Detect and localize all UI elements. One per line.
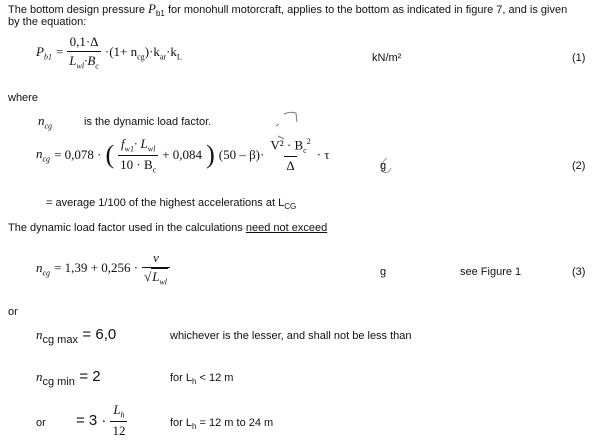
ncg-min-expression: [36, 368, 101, 389]
pb1-subscript: b1: [155, 9, 165, 19]
last-fraction: [110, 402, 127, 439]
eq2-frac2-numerator: $V^2 \cdot B_c^2$: [270, 136, 311, 155]
where-label: where: [8, 92, 38, 104]
ncg-min-symbol: n: [36, 369, 43, 384]
last-coefficient: = 3 ·: [76, 411, 107, 429]
ncg-max-condition: whichever is the lesser, and shall not be less than: [170, 330, 412, 342]
eq1-unit: kN/m²: [372, 52, 402, 64]
intro-text-a: The bottom design pressure: [8, 4, 149, 16]
ncg-min-subscript: cg min: [42, 376, 75, 389]
eq1-lhs: $P_{b1}$: [36, 43, 52, 62]
eq2-fraction-1: [118, 136, 158, 174]
or-label-1: or: [8, 306, 18, 318]
pb1-symbol: P: [148, 1, 156, 16]
or-label-2: or: [36, 417, 46, 429]
eq3-reference: see Figure 1: [460, 266, 522, 278]
eq1-number: (1): [572, 52, 586, 64]
eq2-fraction-2: [268, 137, 312, 174]
eq1-fraction: [67, 34, 101, 71]
last-expression: [76, 402, 127, 439]
eq2-number: (2): [572, 160, 586, 172]
ncg-min-value: = 2: [79, 368, 101, 385]
equation-2: [36, 136, 330, 174]
intro-line-2: by the equation:: [8, 16, 87, 28]
eq2-coefficient: = 0,078 ·: [54, 147, 102, 163]
ncg-min-condition: for $L_h < 12$ m: [170, 372, 234, 387]
eq2-frac1-denominator: $10 \cdot B_c$: [120, 156, 157, 175]
eq2-plus-term: + 0,084: [162, 147, 203, 163]
average-line: = average 1/100 of the highest accelerations at $L_{CG}$: [46, 197, 297, 212]
eq1-numerator: 0,1·Δ: [69, 34, 99, 49]
last-condition: for $L_h = 12$ m to 24 m: [170, 417, 274, 432]
ncg-max-subscript: cg max: [42, 334, 78, 347]
eq3-denominator: $√L_{wl}$: [142, 267, 170, 287]
last-denominator: 12: [112, 422, 126, 438]
ncg-def-symbol: $n_{cg}$: [38, 113, 53, 131]
eq2-close-paren: ): [206, 140, 215, 170]
eq2-open-paren: (: [105, 140, 115, 170]
eq3-unit: g: [380, 266, 387, 278]
eq2-frac2-denominator: Δ: [286, 157, 295, 173]
intro-text-b: for monohull motorcraft, applies to the bottom as indicated in figure 7, and is given: [164, 4, 568, 16]
equation-1: [36, 34, 182, 71]
last-numerator: $L_h$: [113, 402, 125, 420]
eq3-fraction: [142, 250, 170, 287]
eq2-beta-term: (50 – β)·: [218, 147, 265, 163]
intro-line-1: [8, 2, 567, 20]
equation-3: [36, 250, 170, 287]
ncg-def-text: is the dynamic load factor.: [84, 116, 212, 128]
eq1-denominator: $L_{wl}\cdot B_c$: [69, 53, 99, 71]
eq2-lhs: $n_{cg}$: [36, 146, 51, 164]
eq3-number: (3): [572, 266, 586, 278]
eq3-numerator: v: [153, 250, 159, 265]
eq2-frac1-numerator: $f_{w1}\cdot L_{wl}$: [121, 136, 156, 154]
ncg-max-expression: [36, 326, 116, 347]
eq2-tau: · τ: [316, 147, 330, 163]
eq3-coefficients: = 1,39 + 0,256 ·: [54, 260, 139, 276]
underlined-text: need not exceed: [245, 222, 328, 234]
ncg-max-value: = 6,0: [82, 326, 117, 343]
eq1-equals: =: [55, 44, 64, 60]
eq2-unit: g: [380, 160, 387, 172]
eq1-factors: $\cdot(1+ n_{cg})\cdot k_{ar}\cdot k_L$: [104, 43, 182, 62]
eq3-lhs: $n_{cg}$: [36, 259, 51, 278]
ncg-max-symbol: n: [36, 327, 43, 342]
need-not-exceed-line: The dynamic load factor used in the calculations need not exceed: [8, 222, 328, 234]
